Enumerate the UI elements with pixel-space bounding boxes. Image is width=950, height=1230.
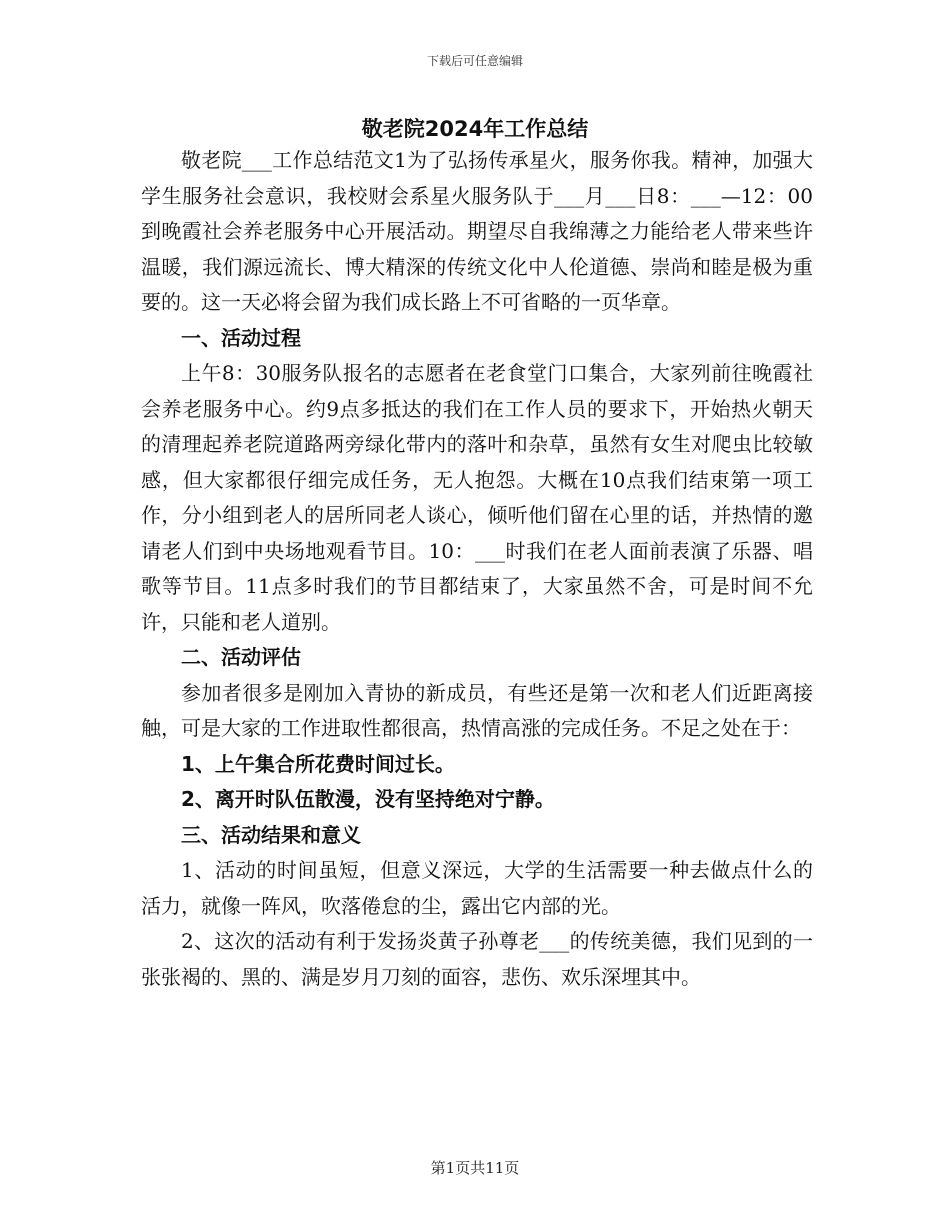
document-title: 敬老院2024年工作总结 <box>361 117 589 141</box>
body-paragraph: 参加者很多是刚加入青协的新成员，有些还是第一次和老人们近距离接触，可是大家的工作进取性都很高，热情高涨的完成任务。不足之处在于： <box>141 680 813 740</box>
body-paragraph: 上午8：30服务队报名的志愿者在老食堂门口集合，大家列前往晚霞社会养老服务中心。约9点多抵达的我们在工作人员的要求下，开始热火朝天的清理起养老院道路两旁绿化带内的落叶和杂草，虽然有女生对爬虫比较敏感，但大家都很仔细完成任务，无人抱怨。大概在10点我们结束第一项工作，分小组到老人的居所同老人谈心，倾听他们留在心里的话，并热情的邀请老人们到中央场地观看节目。10：___时我们在老人面前表演了乐器、唱歌等节目。11点多时我们的节目都结束了，大家虽然不舍，可是时间不允许，只能和老人道别。 <box>141 361 813 634</box>
intro-paragraph: 敬老院___工作总结范文1为了弘扬传承星火，服务你我。精神，加强大学生服务社会意识，我校财会系星火服务队于___月___日8：___—12：00到晚霞社会养老服务中心开展活动。期望尽自我绵薄之力能给老人带来些许温暖，我们源远流长、博大精深的传统文化中人伦道德、崇尚和睦是极为重要的。这一天必将会留为我们成长路上不可省略的一页华章。 <box>141 148 813 314</box>
body-paragraph: 1、活动的时间虽短，但意义深远，大学的生活需要一种去做点什么的活力，就像一阵风，吹落倦怠的尘，露出它内部的光。 <box>141 858 813 918</box>
list-item: 2、离开时队伍散漫，没有坚持绝对宁静。 <box>181 787 555 811</box>
document-body <box>141 143 813 995</box>
body-paragraph: 2、这次的活动有利于发扬炎黄子孙尊老___的传统美德，我们见到的一张张褐的、黑的、满是岁月刀刻的面容，悲伤、欢乐深埋其中。 <box>141 929 813 989</box>
section-heading: 一、活动过程 <box>181 325 301 350</box>
page-number-footer: 第1页共11页 <box>430 1159 520 1177</box>
section-heading: 二、活动评估 <box>181 645 301 669</box>
list-item: 1、上午集合所花费时间过长。 <box>181 751 455 776</box>
header-note: 下载后可任意编辑 <box>426 54 523 68</box>
section-heading: 三、活动结果和意义 <box>181 822 361 847</box>
